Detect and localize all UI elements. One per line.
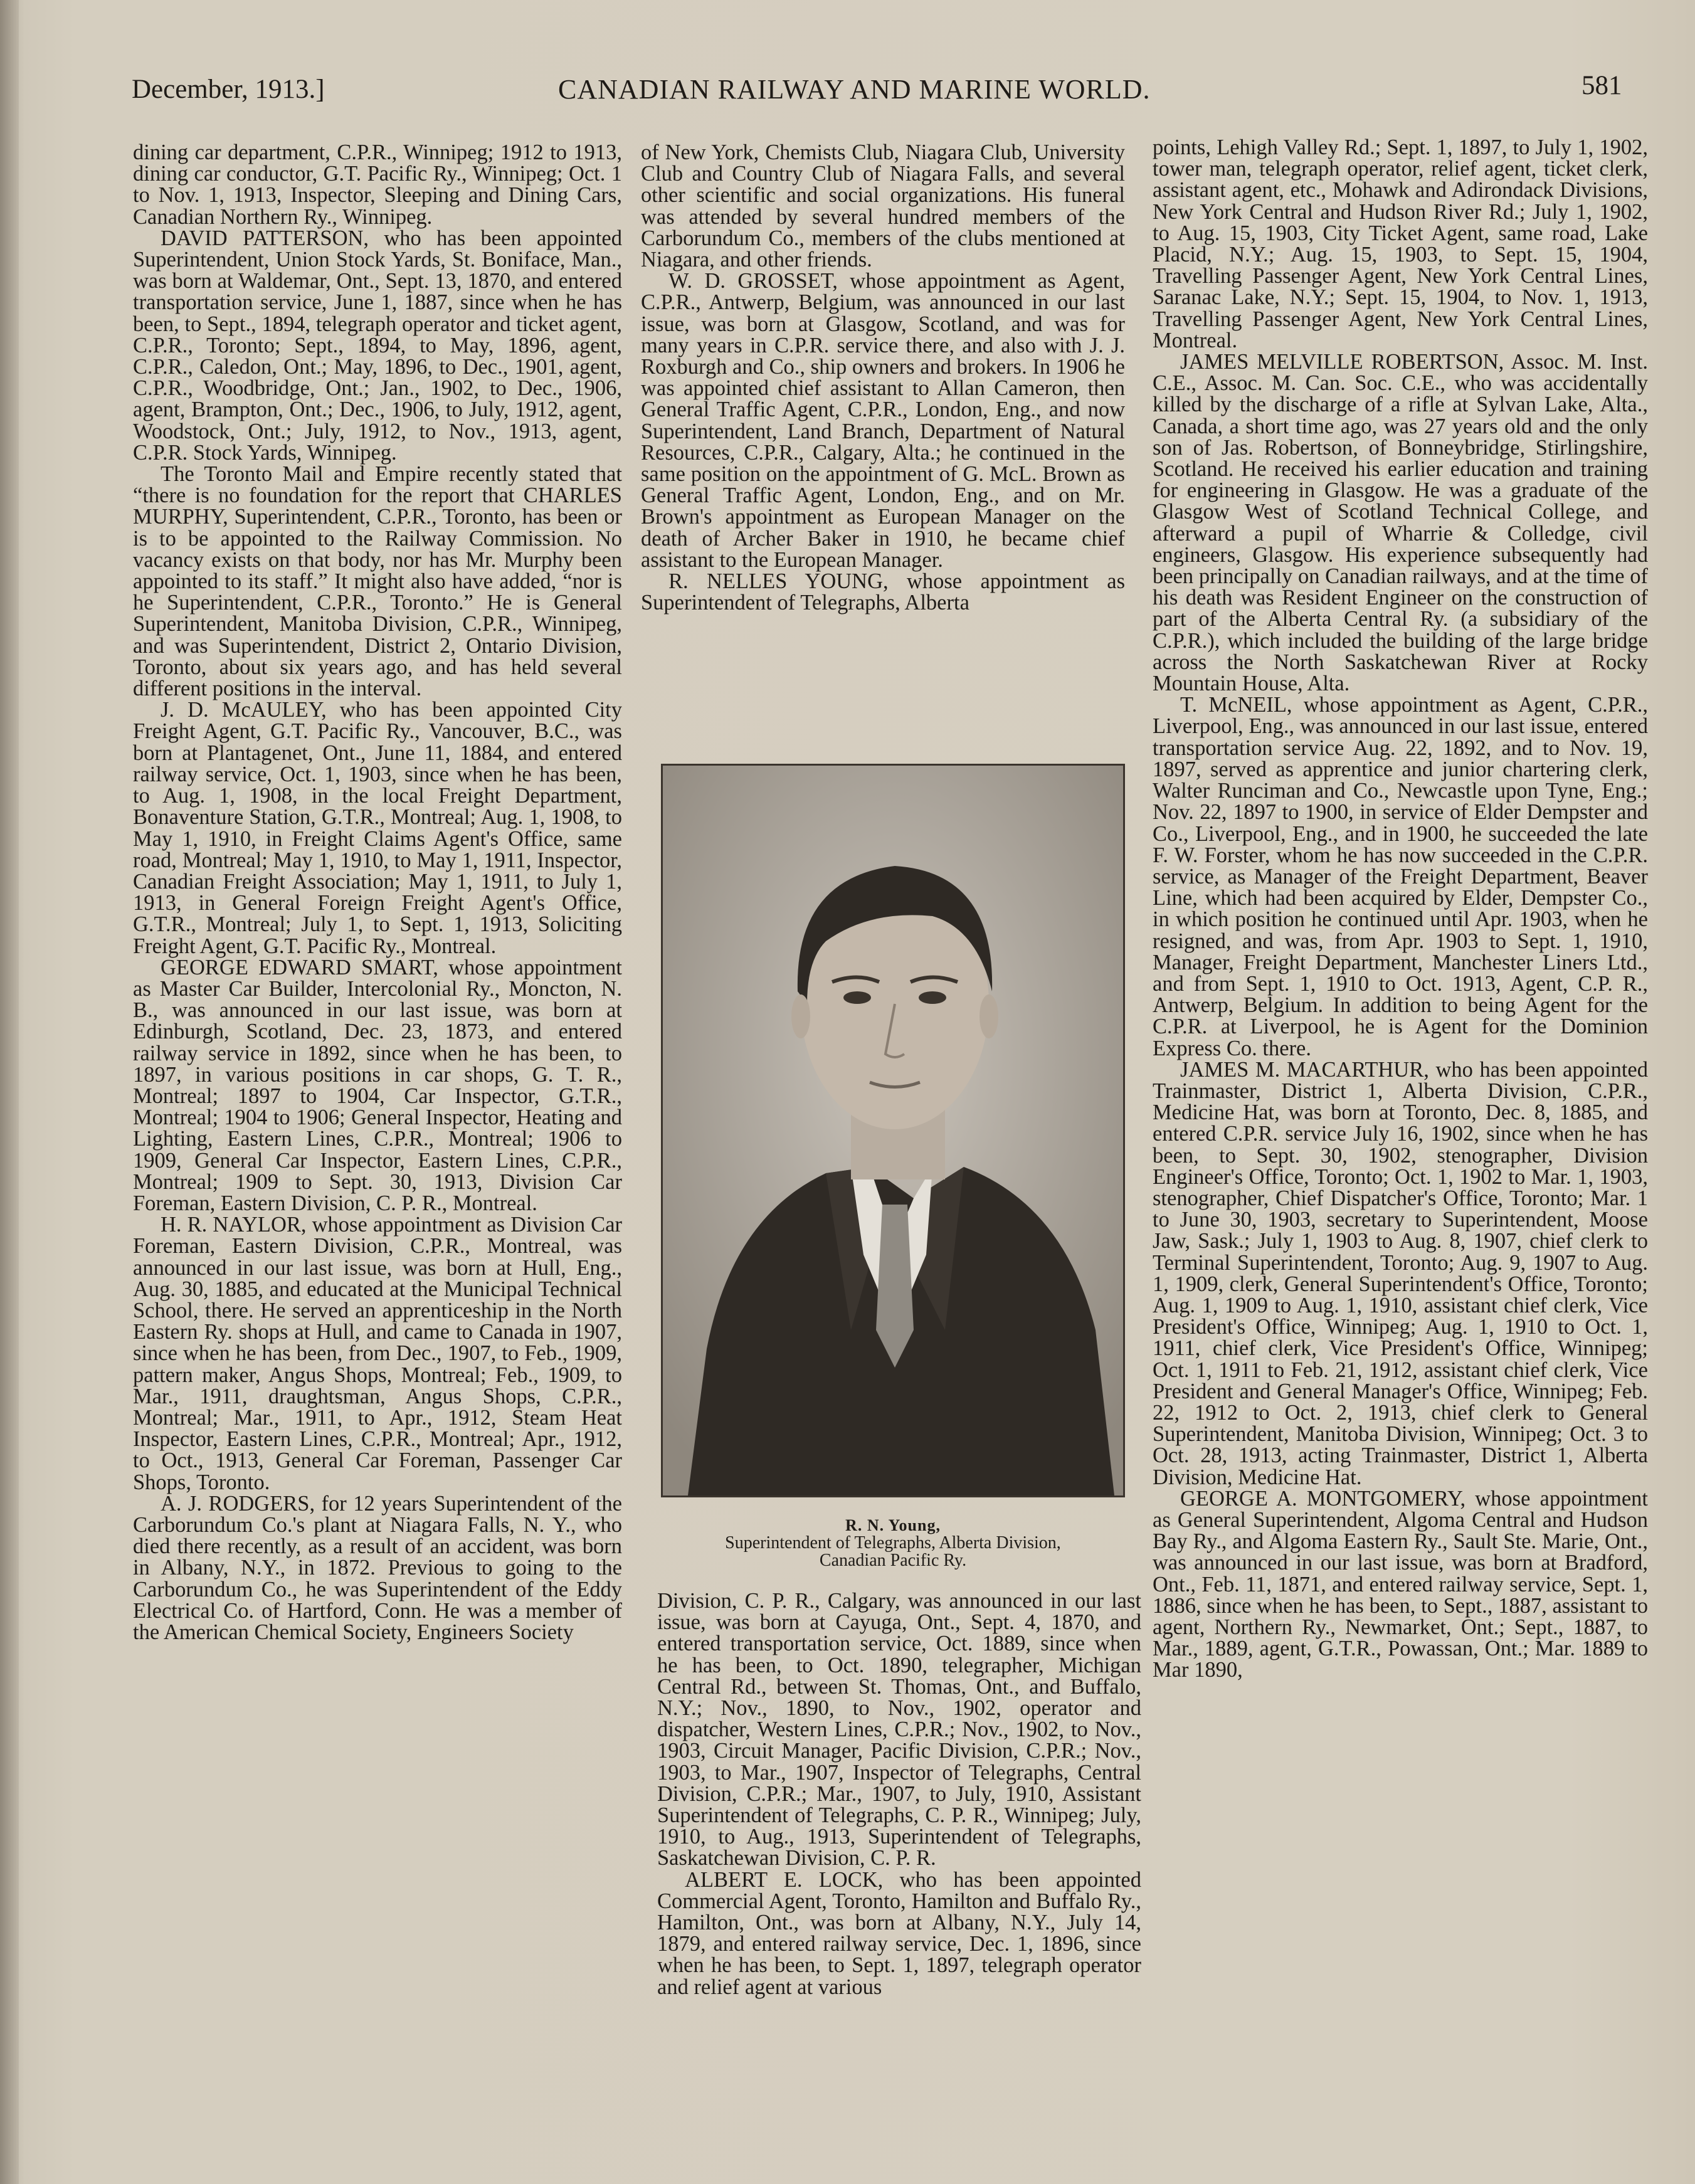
- portrait-photo: [661, 764, 1125, 1497]
- paragraph: JAMES M. MACARTHUR, who has been appointed Trainmaster, District 1, Alberta Division, C.P.R., Medicine Hat, was born at Toronto, Dec. 8, 1885, and entered C.P.R. service July 16, 1902, since when he has been, to Sept. 30, 1902, stenographer, Division Engineer's Office, Toronto; Oct. 1, 1902 to Mar. 1, 1903, stenographer, Chief Dispatcher's Office, Toronto; Mar. 1 to June 30, 1903, secretary to Superintendent, Moose Jaw, Sask.; July 1, 1903 to Aug. 8, 1907, chief clerk to Terminal Superintendent, Toronto; Aug. 9, 1907 to Aug. 1, 1909, clerk, General Superintendent's Office, Toronto; Aug. 1, 1909 to Aug. 1, 1910, assistant chief clerk, Vice President's Office, Winnipeg; Aug. 1, 1910 to Oct. 1, 1911, chief clerk, Vice President's Office, Winnipeg; Oct. 1, 1911 to Feb. 21, 1912, assistant chief clerk, Vice President and General Manager's Office, Winnipeg; Feb. 22, 1912 to Oct. 2, 1913, chief clerk to General Superintendent, Manitoba Division, Winnipeg; Oct. 3 to Oct. 28, 1913, acting Trainmaster, District 1, Alberta Division, Medicine Hat.: [1153, 1057, 1648, 1489]
- publication-title: CANADIAN RAILWAY AND MARINE WORLD.: [558, 74, 1151, 105]
- paragraph: H. R. NAYLOR, whose appointment as Division Car Foreman, Eastern Division, C.P.R., Montreal, was announced in our last issue, was born at Hull, Eng., Aug. 30, 1885, and educated at the Municipal Technical School, there. He served an apprenticeship in the North Eastern Ry. shops at Hull, and came to Canada in 1907, since when he has been, from Dec., 1907, to Feb., 1909, pattern maker, Angus Shops, Montreal; Feb., 1909, to Mar., 1911, draughtsman, Angus Shops, C.P.R., Montreal; Mar., 1911, to Apr., 1912, Steam Heat Inspector, Eastern Lines, C.P.R., Montreal; Apr., 1912, to Oct., 1913, General Car Foreman, Passenger Car Shops, Toronto.: [133, 1213, 622, 1494]
- paragraph: The Toronto Mail and Empire recently stated that “there is no foundation for the report that CHARLES MURPHY, Superintendent, C.P.R., Toronto, has been or is to be appointed to the Railway Commission. No vacancy exists on that body, nor has Mr. Murphy been appointed to its staff.” It might also have added, “nor is he Superintendent, C.P.R., Toronto.” He is General Superintendent, Manitoba Division, C.P.R., Winnipeg, and was Superintendent, District 2, Ontario Division, Toronto, about six years ago, and has held several different positions in the interval.: [133, 462, 622, 701]
- paragraph: GEORGE EDWARD SMART, whose appointment as Master Car Builder, Intercolonial Ry., Moncton, N. B., was announced in our last issue, was born at Edinburgh, Scotland, Dec. 23, 1873, and entered railway service in 1892, since when he has been, to 1897, in various positions in car shops, G. T. R., Montreal; 1897 to 1904, Car Inspector, G.T.R., Montreal; 1904 to 1906; General Inspector, Heating and Lighting, Eastern Lines, C.P.R., Montreal; 1906 to 1909, General Car Inspector, Eastern Lines, C.P.R., Montreal; 1909 to Sept. 30, 1913, Division Car Foreman, Eastern Division, C. P. R., Montreal.: [133, 955, 622, 1215]
- paragraph: dining car department, C.P.R., Winnipeg; 1912 to 1913, dining car conductor, G.T. Pacific Ry., Winnipeg; Oct. 1 to Nov. 1, 1913, Inspector, Sleeping and Dining Cars, Canadian Northern Ry., Winnipeg.: [133, 140, 622, 229]
- paragraph: A. J. RODGERS, for 12 years Superintendent of the Carborundum Co.'s plant at Niagara Falls, N. Y., who died there recently, as a result of an accident, was born in Albany, N.Y., in 1872. Previous to going to the Carborundum Co., he was Superintendent of the Eddy Electrical Co. of Hartford, Conn. He was a member of the American Chemical Society, Engineers Society: [133, 1491, 622, 1645]
- paragraph: W. D. GROSSET, whose appointment as Agent, C.P.R., Antwerp, Belgium, was announced in our last issue, was born at Glasgow, Scotland, and was for many years in C.P.R. service there, and also with J. J. Roxburgh and Co., ship owners and brokers. In 1906 he was appointed chief assistant to Allan Cameron, then General Traffic Agent, C.P.R., London, Eng., and now Superintendent, Land Branch, Department of Natural Resources, C.P.R., Calgary, Alta.; he continued in the same position on the appointment of G. McL. Brown as General Traffic Agent, London, Eng., and on Mr. Brown's appointment as European Manager on the death of Archer Baker in 1910, he became chief assistant to the European Manager.: [641, 269, 1125, 572]
- binding-gutter: [0, 0, 19, 2184]
- paragraph: points, Lehigh Valley Rd.; Sept. 1, 1897, to July 1, 1902, tower man, telegraph operator, relief agent, ticket clerk, assistant agent, etc., Mohawk and Adirondack Divisions, New York Central and Hudson River Rd.; July 1, 1902, to Aug. 15, 1903, City Ticket Agent, same road, Lake Placid, N.Y.; Aug. 15, 1903, to Sept. 15, 1904, Travelling Passenger Agent, New York Central Lines, Saranac Lake, N.Y.; Sept. 15, 1904, to Nov. 1, 1913, Travelling Passenger Agent, New York Central Lines, Montreal.: [1153, 135, 1648, 352]
- paragraph: T. McNEIL, whose appointment as Agent, C.P.R., Liverpool, Eng., was announced in our last issue, entered transportation service Aug. 22, 1892, and to Nov. 19, 1897, served as apprentice and junior chartering clerk, Walter Runciman and Co., Newcastle upon Tyne, Eng.; Nov. 22, 1897 to 1900, in service of Elder Dempster and Co., Liverpool, Eng., and in 1900, he succeeded the late F. W. Forster, whom he has now succeeded in the C.P.R. service, as Manager of the Freight Department, Beaver Line, which had been acquired by Elder, Dempster Co., in which position he continued until Apr. 1903, when he resigned, and was, from Apr. 1903 to Sept. 1, 1910, Manager, Freight Department, Manchester Liners Ltd., and from Sept. 1, 1910 to Oct. 1913, Agent, C.P. R., Antwerp, Belgium. In addition to being Agent for the C.P.R. at Liverpool, he is Agent for the Dominion Express Co. there.: [1153, 693, 1648, 1060]
- paragraph: ALBERT E. LOCK, who has been appointed Commercial Agent, Toronto, Hamilton and Buffalo Ry., Hamilton, Ont., was born at Albany, N.Y., July 14, 1879, and entered railway service, Dec. 1, 1896, since when he has been, to Sept. 1, 1897, telegraph operator and relief agent at various: [657, 1867, 1141, 1999]
- column-3: [1153, 137, 1648, 1681]
- paragraph: of New York, Chemists Club, Niagara Club, University Club and Country Club of Niagara Falls, and several other scientific and social organizations. His funeral was attended by several hundred members of the Carborundum Co., members of the clubs mentioned at Niagara, and other friends.: [641, 140, 1125, 272]
- issue-date: December, 1913.]: [132, 75, 325, 104]
- photo-caption-company: Canadian Pacific Ry.: [819, 1551, 967, 1570]
- column-2-bottom: [657, 1590, 1141, 1998]
- photo-caption-name: R. N. Young,: [845, 1516, 941, 1534]
- paragraph: J. D. McAULEY, who has been appointed City Freight Agent, G.T. Pacific Ry., Vancouver, B.C., was born at Plantagenet, Ont., June 11, 1884, and entered railway service, Oct. 1, 1903, since when he has been, to Aug. 1, 1908, in the local Freight Department, Bonaventure Station, G.T.R., Montreal; Aug. 1, 1908, to May 1, 1910, in Freight Claims Agent's Office, same road, Montreal; May 1, 1910, to May 1, 1911, Inspector, Canadian Freight Association; May 1, 1911, to July 1, 1913, in General Foreign Freight Agent's Office, G.T.R., Montreal; July 1, to Sept. 1, 1913, Soliciting Freight Agent, G.T. Pacific Ry., Montreal.: [133, 698, 622, 958]
- paragraph: GEORGE A. MONTGOMERY, whose appointment as General Superintendent, Algoma Central and Hudson Bay Ry., and Algoma Eastern Ry., Sault Ste. Marie, Ont., was announced in our last issue, was born at Bradford, Ont., Feb. 11, 1871, and entered railway service, Sept. 1, 1886, since when he has been, to Sept., 1887, assistant to agent, Northern Ry., Newmarket, Ont.; Sept., 1887, to Mar., 1889, agent, G.T.R., Powassan, Ont.; Mar. 1889 to Mar 1890,: [1153, 1486, 1648, 1682]
- column-1: [133, 142, 622, 1643]
- paragraph: Division, C. P. R., Calgary, was announced in our last issue, was born at Cayuga, Ont., Sept. 4, 1870, and entered transportation service, Oct. 1889, since when he has been, to Oct. 1890, telegrapher, Michigan Central Rd., between St. Thomas, Ont., and Buffalo, N.Y.; Nov., 1890, to Nov., 1902, operator and dispatcher, Western Lines, C.P.R.; Nov., 1902, to Nov., 1903, Circuit Manager, Pacific Division, C.P.R.; Nov., 1903, to Mar., 1907, Inspector of Telegraphs, Central Division, C.P.R.; Mar., 1907, to July, 1910, Assistant Superintendent of Telegraphs, C. P. R., Winnipeg; July, 1910, to Aug., 1913, Superintendent of Telegraphs, Saskatchewan Division, C. P. R.: [657, 1589, 1141, 1870]
- paragraph: R. NELLES YOUNG, whose appointment as Superintendent of Telegraphs, Alberta: [641, 569, 1125, 615]
- column-2-top: [641, 142, 1125, 613]
- page-number: 581: [1581, 71, 1622, 100]
- paragraph: DAVID PATTERSON, who has been appointed Superintendent, Union Stock Yards, St. Boniface, Man., was born at Waldemar, Ont., Sept. 13, 1870, and entered transportation service, June 1, 1887, since when he has been, to Sept., 1894, telegraph operator and ticket agent, C.P.R., Toronto; Sept., 1894, to May, 1896, agent, C.P.R., Caledon, Ont.; May, 1896, to Dec., 1901, agent, C.P.R., Woodbridge, Ont.; Jan., 1902, to Dec., 1906, agent, Brampton, Ont.; Dec., 1906, to July, 1912, agent, Woodstock, Ont.; July, 1912, to Nov., 1913, agent, C.P.R. Stock Yards, Winnipeg.: [133, 226, 622, 465]
- paragraph: JAMES MELVILLE ROBERTSON, Assoc. M. Inst. C.E., Assoc. M. Can. Soc. C.E., who was accidentally killed by the discharge of a rifle at Sylvan Lake, Alta., Canada, a short time ago, was 27 years old and the only son of Jas. Robertson, of Bonneybridge, Stirlingshire, Scotland. He received his earlier education and training for engineering in Glasgow. He was a graduate of the Glasgow West of Scotland Technical College, and afterward a pupil of Wharrie & Colledge, civil engineers, Glasgow. His experience subsequently had been principally on Canadian railways, and at the time of his death was Resident Engineer on the construction of part of the Alberta Central Ry. (a subsidiary of the C.P.R.), which included the building of the large bridge across the North Saskatchewan River at Rocky Mountain House, Alta.: [1153, 350, 1648, 696]
- photo-caption-title: Superintendent of Telegraphs, Alberta Division,: [725, 1533, 1061, 1553]
